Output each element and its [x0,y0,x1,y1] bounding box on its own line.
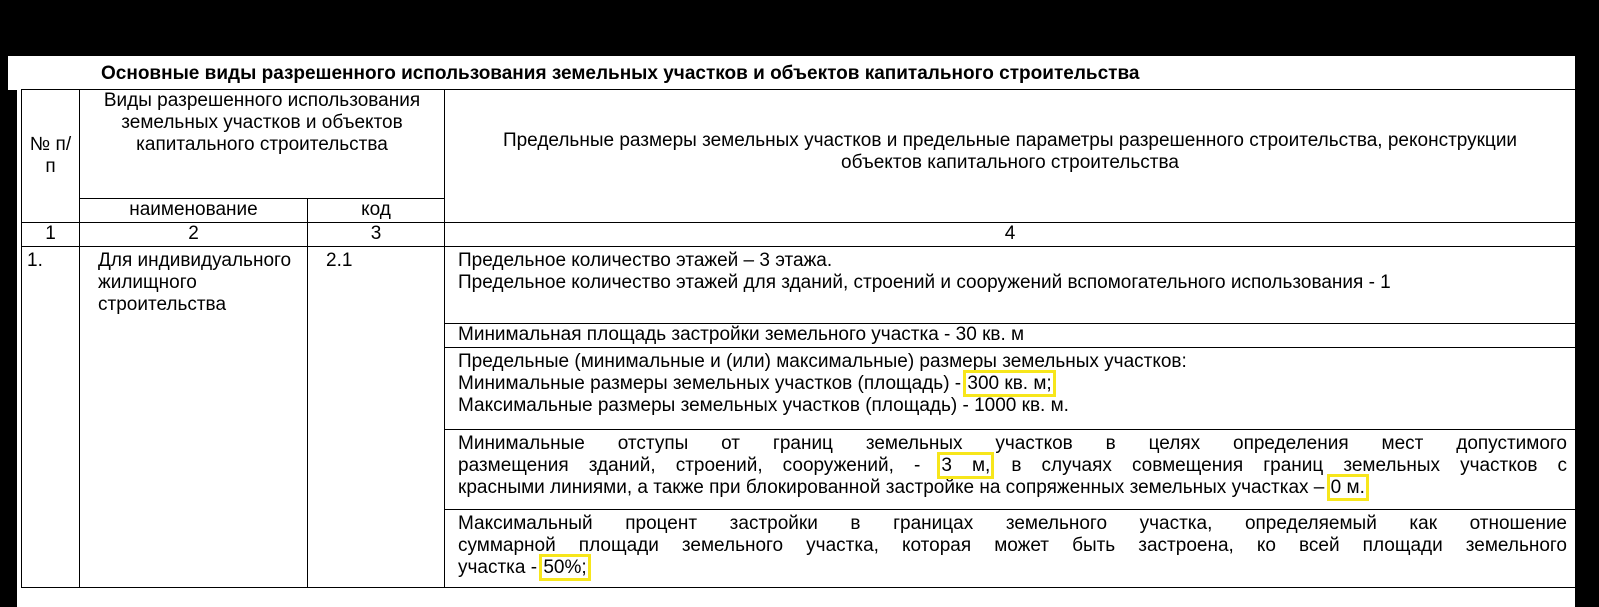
header-num: № п/п [22,90,80,223]
table-row [22,247,1576,324]
setback-label: размещения зданий, строений, сооружений, - [458,455,941,476]
setback-rest: в случаях совмещения границ земельных участков с [991,455,1568,476]
column-numbers-row [22,223,1576,247]
min-area-cell: Минимальная площадь застройки земельного участка - 30 кв. м [445,324,1576,348]
floors-text-2: Предельное количество этажей для зданий, строений и сооружений вспомогательного использования - 1 [458,272,1391,293]
regulations-table [21,89,1576,588]
col-number-4: 4 [445,223,1576,247]
header-kinds: Виды разрешенного использования земельных участков и объектов капитального строительства [80,90,445,199]
percent-line-3 [458,557,1567,579]
setback-cell [445,430,1576,510]
row-name: Для индивидуального жилищного строительства [80,247,308,588]
sizes-cell [445,348,1576,430]
sizes-title: Предельные (минимальные и (или) максимальные) размеры земельных участков: [458,351,1187,372]
row-num: 1. [22,247,80,588]
sizes-min-value: 300 кв. м; [967,373,1052,394]
percent-line-2: суммарной площади земельного участка, которая может быть застроена, ко всей площади земельного [458,535,1567,556]
header-code: код [308,199,445,223]
percent-value: 50%; [543,557,587,578]
floors-text-1: Предельное количество этажей – 3 этажа. [458,250,833,271]
col-number-1: 1 [22,223,80,247]
right-edge [1575,56,1592,607]
row-code: 2.1 [308,247,445,588]
sizes-min [458,373,1567,395]
percent-label: участка - [458,557,543,578]
setback-value-2: 0 м. [1330,477,1365,498]
setback-line-2 [458,455,1567,477]
setback-label-2: красными линиями, а также при блокированной застройке на сопряженных земельных участках – [458,477,1330,498]
header-params: Предельные размеры земельных участков и предельные параметры разрешенного строительства, реконструкции объектов капитального строительства [445,90,1576,223]
table-title: Основные виды разрешенного использования земельных участков и объектов капитального строительства [101,63,1140,84]
header-name: наименование [80,199,308,223]
setback-line-1: Минимальные отступы от границ земельных участков в целях определения мест допустимого [458,433,1567,454]
document-sheet [8,56,1592,607]
header-row [22,90,1576,199]
sizes-max: Максимальные размеры земельных участков (площадь) - 1000 кв. м. [458,395,1069,416]
percent-line-1: Максимальный процент застройки в границах земельного участка, определяемый как отношение [458,513,1567,534]
col-number-3: 3 [308,223,445,247]
col-number-2: 2 [80,223,308,247]
percent-cell [445,510,1576,588]
page-corner [8,56,32,90]
setback-line-3 [458,477,1567,499]
left-edge [8,90,17,607]
setback-value-1: 3 м, [941,455,991,476]
sizes-min-label: Минимальные размеры земельных участков (площадь) - [458,373,967,394]
floors-cell [445,247,1576,324]
